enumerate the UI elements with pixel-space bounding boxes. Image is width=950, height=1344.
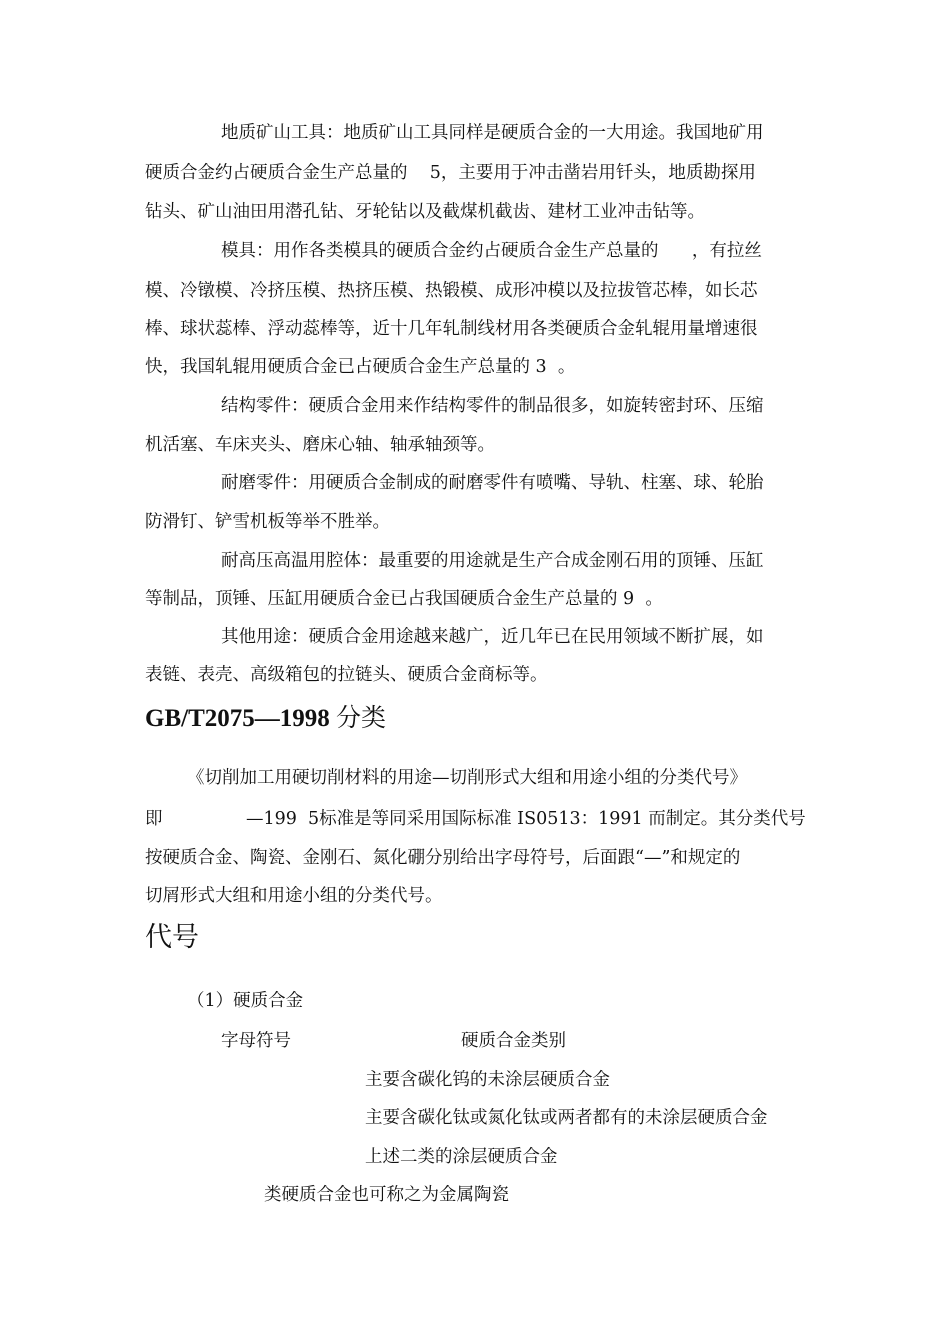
paragraph-wear-line2: 防滑钉、铲雪机板等举不胜举。 — [145, 512, 390, 532]
paragraph-other-line1: 其他用途：硬质合金用途越来越广，近几年已在民用领域不断扩展，如 — [221, 627, 764, 647]
carbide-category-3: 上述二类的涂层硬质合金 — [365, 1147, 558, 1167]
heading-classification-text: 分类 — [329, 705, 387, 732]
paragraph-wear-line1: 耐磨零件：用硬质合金制成的耐磨零件有喷嘴、导轨、柱塞、球、轮胎 — [221, 473, 764, 493]
paragraph-mold-line3: 棒、球状蕊棒、浮动蕊棒等，近十几年轧制线材用各类硬质合金轧辊用量增速很 — [145, 319, 758, 339]
column-header-letter-symbol: 字母符号 — [221, 1031, 291, 1051]
paragraph-standard-line1: 《切削加工用硬切削材料的用途—切削形式大组和用途小组的分类代号》 — [187, 768, 747, 788]
paragraph-standard-line2: 即 —199 5标准是等同采用国际标准 IS0513：1991 而制定。其分类代号 — [145, 809, 806, 829]
paragraph-structural-line2: 机活塞、车床夹头、磨床心轴、轴承轴颈等。 — [145, 435, 495, 455]
paragraph-geology-line2: 硬质合金约占硬质合金生产总量的 5，主要用于冲击凿岩用钎头，地质勘探用 — [145, 163, 756, 183]
carbide-category-2: 主要含碳化钛或氮化钛或两者都有的未涂层硬质合金 — [365, 1108, 768, 1128]
paragraph-standard-line3: 按硬质合金、陶瓷、金刚石、氮化硼分别给出字母符号，后面跟“—”和规定的 — [145, 848, 741, 868]
heading-code: 代号 — [145, 922, 199, 953]
paragraph-standard-line4: 切屑形式大组和用途小组的分类代号。 — [145, 886, 443, 906]
paragraph-mold-line4: 快，我国轧辊用硬质合金已占硬质合金生产总量的 3 。 — [145, 357, 576, 377]
paragraph-mold-line2: 模、冷镦模、冷挤压模、热挤压模、热锻模、成形冲模以及拉拔管芯棒，如长芯 — [145, 281, 758, 301]
column-header-carbide-category: 硬质合金类别 — [461, 1031, 566, 1051]
paragraph-structural-line1: 结构零件：硬质合金用来作结构零件的制品很多，如旋转密封环、压缩 — [221, 396, 764, 416]
heading-classification-code: GB/T2075—1998 — [145, 705, 330, 732]
paragraph-other-line2: 表链、表壳、高级箱包的拉链头、硬质合金商标等。 — [145, 665, 548, 685]
paragraph-geology-line3: 钻头、矿山油田用潜孔钻、牙轮钻以及截煤机截齿、建材工业冲击钻等。 — [145, 202, 705, 222]
paragraph-geology-line1: 地质矿山工具：地质矿山工具同样是硬质合金的一大用途。我国地矿用 — [221, 123, 764, 143]
carbide-note: 类硬质合金也可称之为金属陶瓷 — [264, 1185, 509, 1205]
paragraph-pressure-line1: 耐高压高温用腔体：最重要的用途就是生产合成金刚石用的顶锤、压缸 — [221, 551, 764, 571]
list-item-carbide: （1）硬质合金 — [187, 991, 304, 1011]
carbide-category-1: 主要含碳化钨的未涂层硬质合金 — [365, 1070, 610, 1090]
paragraph-pressure-line2: 等制品，顶锤、压缸用硬质合金已占我国硬质合金生产总量的 9 。 — [145, 589, 663, 609]
paragraph-mold-line1: 模具：用作各类模具的硬质合金约占硬质合金生产总量的 ，有拉丝 — [221, 241, 762, 261]
heading-classification — [145, 706, 386, 731]
